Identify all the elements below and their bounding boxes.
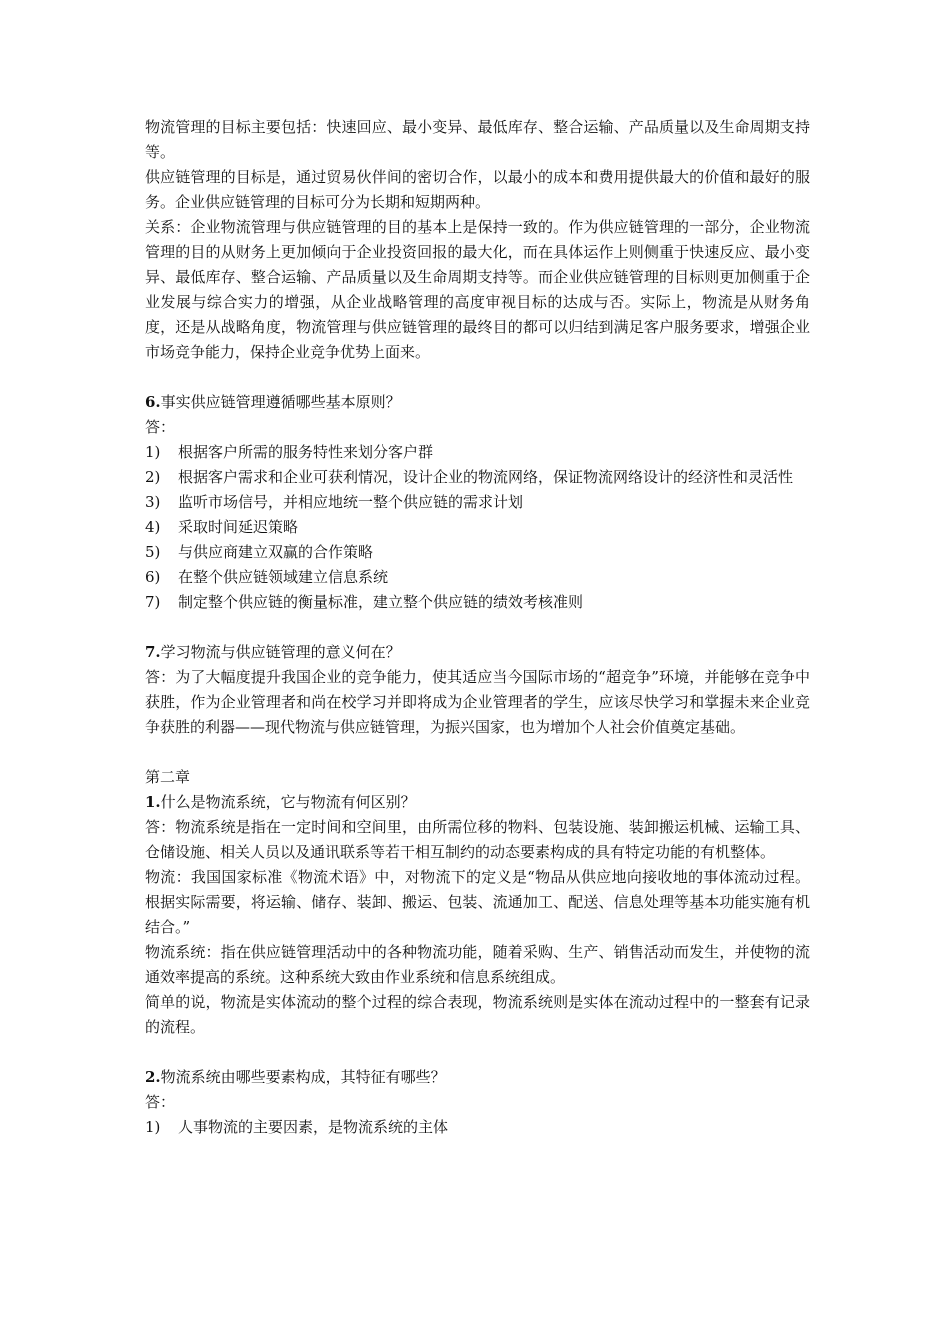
list-item-number: 5)	[145, 543, 161, 561]
spacer	[145, 1040, 810, 1065]
chapter-title: 第二章	[145, 768, 191, 786]
list-item-text: 采取时间延迟策略	[178, 518, 299, 536]
question-6-text: 事实供应链管理遵循哪些基本原则？	[160, 393, 401, 411]
chapter2-question-1-number: 1.	[145, 793, 161, 811]
chapter2-question-1-heading	[145, 790, 810, 815]
list-item-number: 7)	[145, 593, 161, 611]
relation-paragraph: 关系：企业物流管理与供应链管理的目的基本上是保持一致的。作为供应链管理的一部分，企业物流管理的目的从财务上更加倾向于企业投资回报的最大化，而在具体运作上则侧重于快速反应、最小变异、最低库存、整合运输、产品质量以及生命周期支持等。而企业供应链管理的目标则更加侧重于企业发展与综合实力的增强，从企业战略管理的高度审视目标的达成与否。实际上，物流是从财务角度，还是从战略角度，物流管理与供应链管理的最终目的都可以归结到满足客户服务要求，增强企业市场竞争能力，保持企业竞争优势上面来。	[145, 218, 810, 361]
question-7-text: 学习物流与供应链管理的意义何在？	[160, 643, 401, 661]
chapter2-question-2-list	[145, 1115, 810, 1140]
spacer	[145, 615, 810, 640]
question-6-answer-label: 答：	[145, 418, 176, 436]
list-item-number: 1)	[145, 1118, 161, 1136]
document-page	[145, 115, 810, 1140]
list-item	[145, 440, 810, 465]
chapter2-question-2-number: 2.	[145, 1068, 161, 1086]
logistics-definition-paragraph: 物流：我国国家标准《物流术语》中，对物流下的定义是“物品从供应地向接收地的事体流动过程。根据实际需要，将运输、储存、装卸、搬运、包装、流通加工、配送、信息处理等基本功能实施有机结合。”	[145, 868, 810, 936]
list-item	[145, 565, 810, 590]
chapter2-question-1-text: 什么是物流系统，它与物流有何区别？	[160, 793, 416, 811]
list-item	[145, 515, 810, 540]
list-item-number: 1)	[145, 443, 161, 461]
list-item-number: 3)	[145, 493, 161, 511]
list-item-text: 监听市场信号，并相应地统一整个供应链的需求计划	[178, 493, 524, 511]
list-item	[145, 590, 810, 615]
spacer	[145, 740, 810, 765]
list-item-number: 6)	[145, 568, 161, 586]
chapter2-question-2-text: 物流系统由哪些要素构成，其特征有哪些？	[160, 1068, 446, 1086]
scm-goal-paragraph: 供应链管理的目标是，通过贸易伙伴间的密切合作，以最小的成本和费用提供最大的价值和最好的服务。企业供应链管理的目标可分为长期和短期两种。	[145, 168, 810, 211]
list-item	[145, 540, 810, 565]
chapter2-question-2-answer-label: 答：	[145, 1093, 176, 1111]
chapter2-question-2-heading	[145, 1065, 810, 1090]
list-item	[145, 465, 810, 490]
list-item-text: 在整个供应链领域建立信息系统	[178, 568, 389, 586]
list-item-text: 制定整个供应链的衡量标准，建立整个供应链的绩效考核准则	[178, 593, 584, 611]
list-item-text: 与供应商建立双赢的合作策略	[178, 543, 374, 561]
logistics-goal-paragraph: 物流管理的目标主要包括：快速回应、最小变异、最低库存、整合运输、产品质量以及生命周期支持等。	[145, 118, 810, 161]
list-item-number: 2)	[145, 468, 161, 486]
list-item	[145, 1115, 810, 1140]
question-6-list	[145, 440, 810, 615]
list-item-text: 根据客户所需的服务特性来划分客户群	[178, 443, 434, 461]
question-6-number: 6.	[145, 393, 161, 411]
question-7-answer: 答：为了大幅度提升我国企业的竞争能力，使其适应当今国际市场的“超竞争”环境，并能够在竞争中获胜，作为企业管理者和尚在校学习并即将成为企业管理者的学生，应该尽快学习和掌握未来企业竞争获胜的利器——现代物流与供应链管理，为振兴国家，也为增加个人社会价值奠定基础。	[145, 668, 810, 736]
logistics-system-definition-paragraph: 物流系统：指在供应链管理活动中的各种物流功能，随着采购、生产、销售活动而发生，并使物的流通效率提高的系统。这种系统大致由作业系统和信息系统组成。	[145, 943, 810, 986]
question-6-heading	[145, 390, 810, 415]
chapter2-question-1-answer: 答：物流系统是指在一定时间和空间里，由所需位移的物料、包装设施、装卸搬运机械、运输工具、仓储设施、相关人员以及通讯联系等若干相互制约的动态要素构成的具有特定功能的有机整体。	[145, 818, 810, 861]
question-7-number: 7.	[145, 643, 161, 661]
spacer	[145, 365, 810, 390]
summary-paragraph: 简单的说，物流是实体流动的整个过程的综合表现，物流系统则是实体在流动过程中的一整套有记录的流程。	[145, 993, 810, 1036]
list-item	[145, 490, 810, 515]
list-item-text: 人事物流的主要因素，是物流系统的主体	[178, 1118, 449, 1136]
list-item-text: 根据客户需求和企业可获利情况，设计企业的物流网络，保证物流网络设计的经济性和灵活性	[178, 468, 794, 486]
question-7-heading	[145, 640, 810, 665]
list-item-number: 4)	[145, 518, 161, 536]
